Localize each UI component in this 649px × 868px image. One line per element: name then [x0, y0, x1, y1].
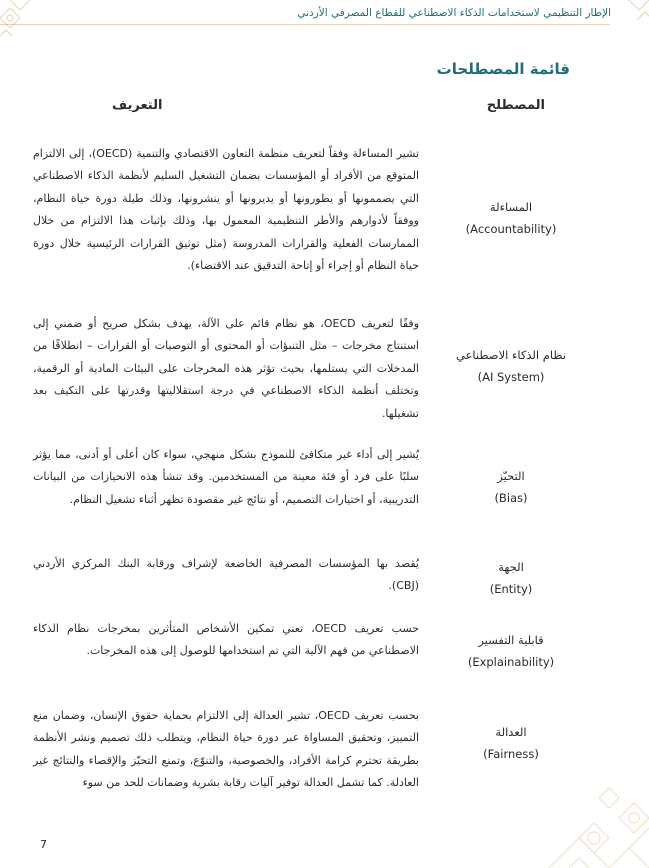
term-cell	[447, 721, 575, 765]
column-header-term: المصطلح	[486, 98, 545, 113]
term-arabic: نظام الذكاء الاصطناعي	[455, 348, 567, 362]
term-english: (Accountability)	[465, 222, 557, 236]
term-english: (Explainability)	[467, 655, 555, 669]
running-header: الإطار التنظيمي لاستخدامات الذكاء الاصطناعي للقطاع المصرفي الأردني	[297, 7, 611, 19]
term-english: (Bias)	[494, 491, 528, 505]
term-arabic: قابلية التفسير	[478, 633, 544, 647]
term-english: (AI System)	[477, 370, 545, 384]
definition-text: بحسب تعريف OECD، تشير العدالة إلى الالتزام بحماية حقوق الإنسان، وضمان منع التمييز، وتحقيق المساواة عبر دورة حياة النظام، ويتطلب ذلك تصميم ونشر الأنظمة بطريقة تحترم كرامة الأفراد، والخصوصية، والتنوّع، وتمنع التحيّز والإقصاء والنتائج غير العادلة. كما تشمل العدالة توفير آليات رقابة بشرية وضمانات للحد من سوء	[33, 709, 419, 790]
term-cell	[447, 196, 575, 240]
term-arabic: العدالة	[495, 725, 527, 739]
term-english: (Entity)	[489, 582, 533, 596]
term-cell	[447, 465, 575, 509]
column-header-definition: التعريف	[112, 98, 163, 113]
definition-text: حسب تعريف OECD، تعني تمكين الأشخاص المتأثرين بمخرجات نظام الذكاء الاصطناعي من فهم الآلية التي تم استخدامها للوصول إلى هذه المخرجات.	[33, 622, 419, 658]
corner-ornament-top-right	[609, 0, 649, 40]
term-arabic: المساءلة	[489, 200, 533, 214]
term-cell	[447, 556, 575, 600]
definition-text: يُشير إلى أداء غير متكافئ للنموذج بشكل منهجي، سواء كان أعلى أو أدنى، مما يؤثر سلبًا على فرد أو فئة معينة من المستخدمين. وقد تنشأ هذه الانحيازات من البيانات التدريبية، أو اختيارات التصميم، أو نتائج غير مقصودة تظهر أثناء تشغيل النظام.	[33, 448, 419, 506]
term-arabic: التحيّز	[497, 469, 525, 483]
definition-text: وفقًا لتعريف OECD، هو نظام قائم على الآلة، يهدف بشكل صريح أو ضمني إلى استنتاج مخرجات – مثل التنبؤات أو المحتوى أو التوصيات أو القرارات – انطلاقًا من المدخلات التي يستلمها، بحيث تؤثر هذه المخرجات على البيئات المادية أو الرقمية، وتختلف أنظمة الذكاء الاصطناعي في درجة استقلاليتها وقدرتها على التكيف بعد تشغيلها.	[33, 317, 420, 420]
corner-ornament-bottom-right	[509, 758, 649, 868]
term-english: (Fairness)	[483, 747, 539, 761]
term-cell	[447, 629, 575, 673]
term-cell	[447, 344, 575, 388]
header-divider	[0, 24, 610, 25]
definition-text: يُقصد بها المؤسسات المصرفية الخاضعة لإشراف ورقابة البنك المركزي الأردني (CBJ).	[33, 557, 419, 593]
page-number: 7	[40, 838, 47, 851]
definition-text: تشير المساءلة وفقاً لتعريف منظمة التعاون الاقتصادي والتنمية (OECD)، إلى الالتزام المتوقع من الأفراد أو المؤسسات بضمان التشغيل السليم لأنظمة الذكاء الاصطناعي التي يصممونها أو يطورونها أو يديرونها أو ينشرونها، وذلك طيلة دورة حياة النظام، ووفقاً لأدوارهم والأطر التنظيمية المعمول بها، وذلك بإثبات هذا الالتزام من خلال الممارسات الفعلية والقرارات المدروسة (مثل توثيق القرارات الرئيسية خلال دورة حياة النظام أو إجراء أو إتاحة التدقيق عند الاقتضاء).	[33, 147, 419, 273]
term-arabic: الجهة	[498, 560, 524, 574]
section-title: قائمة المصطلحات	[436, 60, 570, 78]
